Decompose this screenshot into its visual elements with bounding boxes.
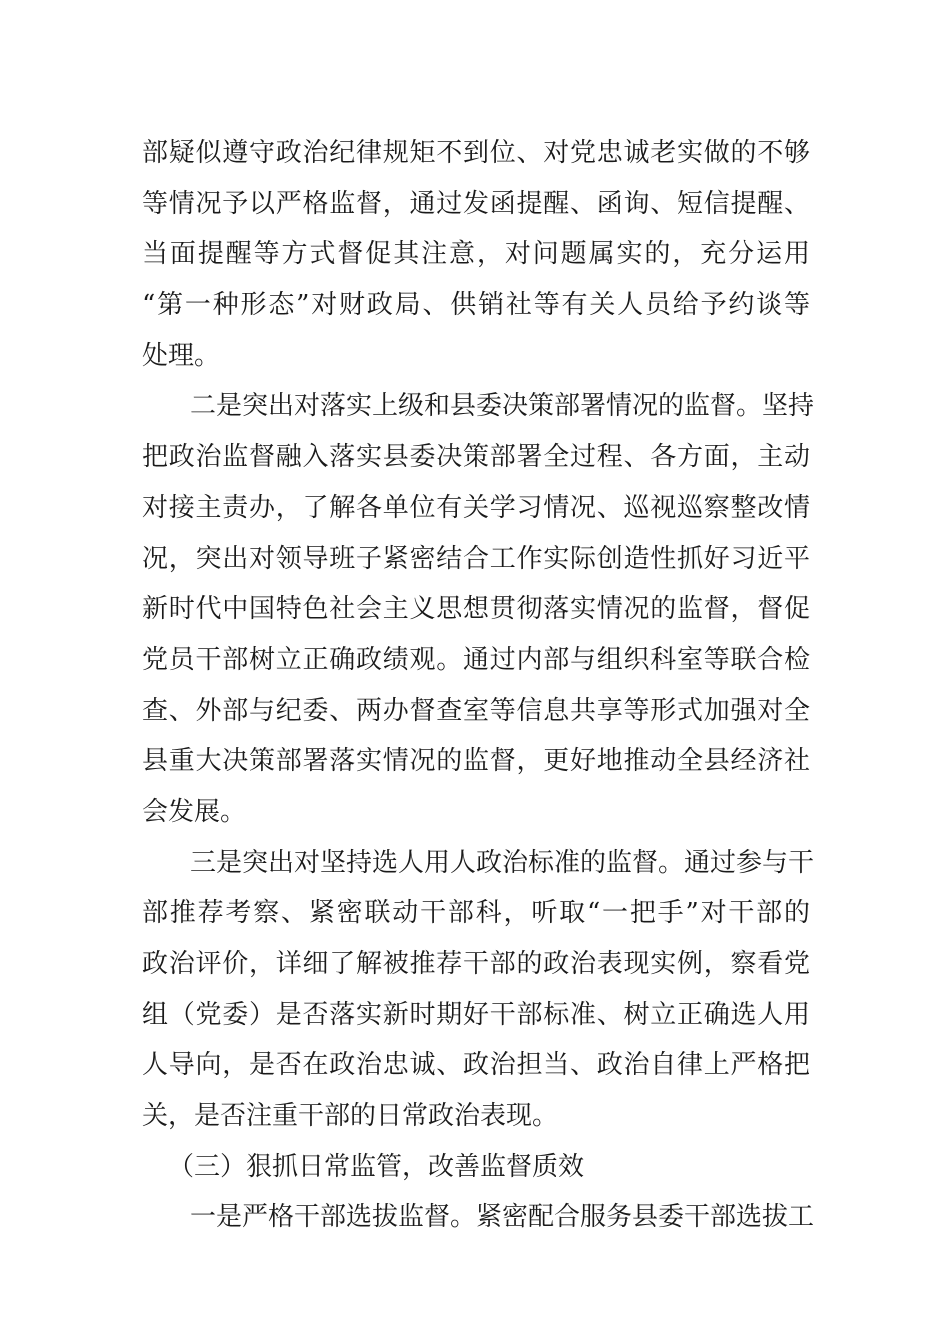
text-line: 部推荐考察、紧密联动干部科，听取“一把手”对干部的 — [142, 898, 810, 929]
text-line: 政治评价，详细了解被推荐干部的政治表现实例，察看党 — [142, 949, 810, 979]
text-line: 新时代中国特色社会主义思想贯彻落实情况的监督，督促 — [142, 594, 810, 625]
text-line: 对接主责办，了解各单位有关学习情况、巡视巡察整改情 — [142, 492, 810, 523]
text-line: 会发展。 — [142, 796, 247, 827]
text-line: 查、外部与纪委、两办督查室等信息共享等形式加强对全 — [142, 695, 810, 726]
paragraph-start-line: 三是突出对坚持选人用人政治标准的监督。通过参与干 — [190, 847, 815, 878]
section-heading: （三）狠抓日常监管，改善监督质效 — [168, 1151, 585, 1182]
paragraph-start-line: 二是突出对落实上级和县委决策部署情况的监督。坚持 — [190, 391, 815, 422]
text-line: “第一种形态”对财政局、供销社等有关人员给予约谈等 — [142, 290, 810, 321]
text-line: 处理。 — [142, 340, 221, 371]
text-line: 等情况予以严格监督，通过发函提醒、函询、短信提醒、 — [142, 188, 810, 219]
text-line: 关，是否注重干部的日常政治表现。 — [142, 1101, 559, 1132]
text-line: 部疑似遵守政治纪律规矩不到位、对党忠诚老实做的不够 — [142, 138, 810, 168]
text-line: 把政治监督融入落实县委决策部署全过程、各方面，主动 — [142, 442, 810, 473]
text-line: 况，突出对领导班子紧密结合工作实际创造性抓好习近平 — [142, 543, 810, 574]
body-text — [142, 128, 815, 1243]
text-line: 党员干部树立正确政绩观。通过内部与组织科室等联合检 — [142, 644, 810, 675]
text-line: 人导向，是否在政治忠诚、政治担当、政治自律上严格把 — [142, 1050, 810, 1081]
text-line: 当面提醒等方式督促其注意，对问题属实的，充分运用 — [142, 239, 810, 270]
text-line: 组（党委）是否落实新时期好干部标准、树立正确选人用 — [142, 999, 810, 1030]
paragraph-start-line: 一是严格干部选拔监督。紧密配合服务县委干部选拔工 — [190, 1202, 815, 1233]
text-line: 县重大决策部署落实情况的监督，更好地推动全县经济社 — [142, 746, 810, 777]
